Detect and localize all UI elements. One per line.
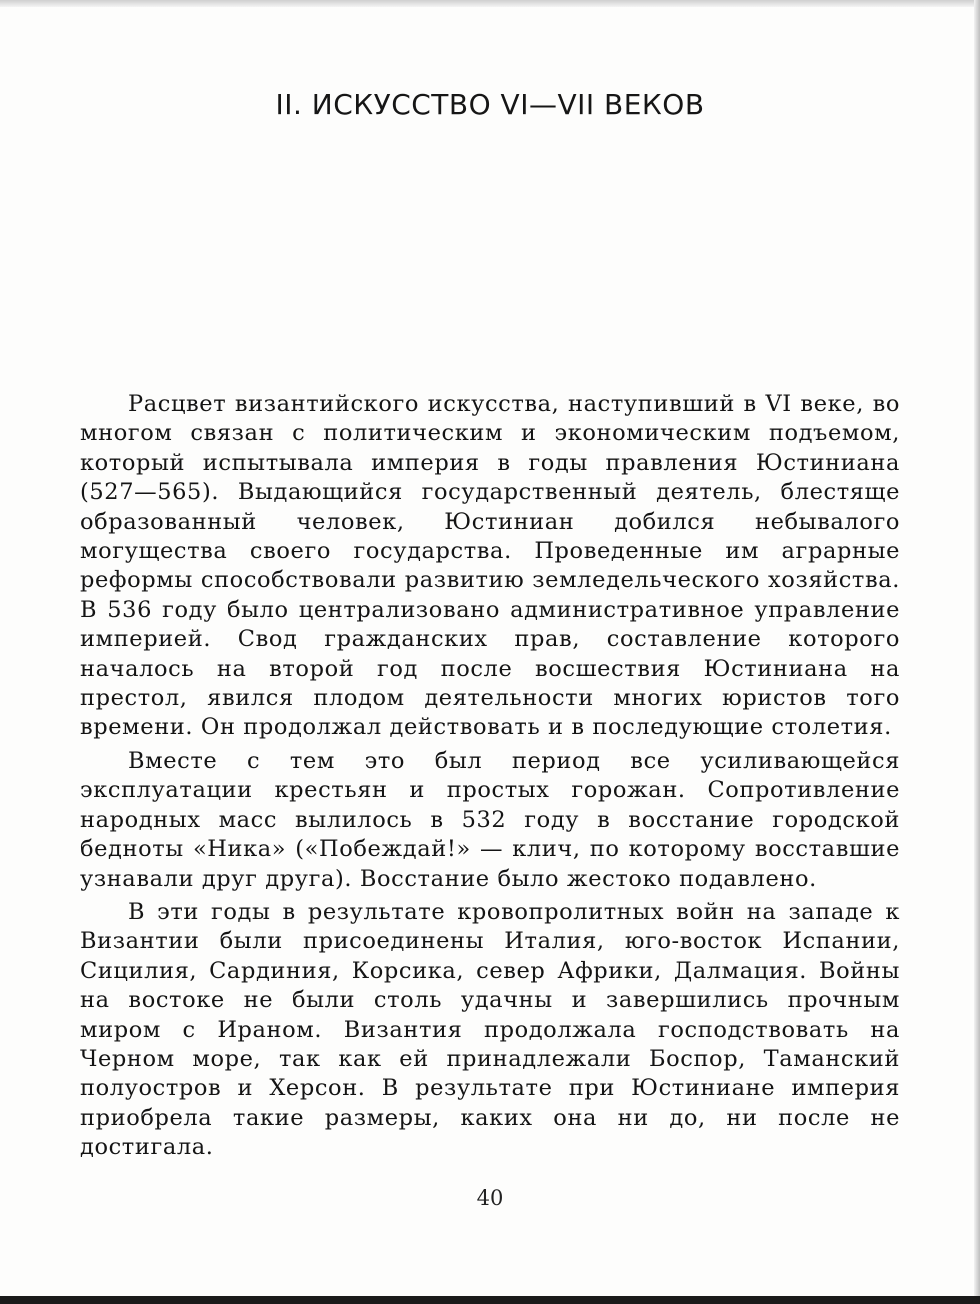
paragraph-2: Вместе с тем это был период все усиливающейся эксплуатации крестьян и простых горожан. Сопротивление народных масс вылилось в 532 году в восстание городской бедноты «Ника» («Побеждай!» — клич, по которому восставшие узнавали друг друга). Восстание было жестоко подавлено. <box>80 747 900 892</box>
page-bottom-edge <box>0 1296 980 1304</box>
body-text <box>80 390 900 1167</box>
paragraph-1: Расцвет византийского искусства, наступивший в VI веке, во многом связан с политическим и экономическим подъемом, который испытывала империя в годы правления Юстиниана (527—565). Выдающийся государственный деятель, блестяще образованный человек, Юстиниан добился небывалого могущества своего государства. Проведенные им аграрные реформы способствовали развитию земледельческого хозяйства. В 536 году было централизовано административное управление империей. Свод гражданских прав, составление которого началось на второй год после восшествия Юстиниана на престол, явился плодом деятельности многих юристов того времени. Он продолжал действовать и в последующие столетия. <box>80 391 900 741</box>
chapter-title: II. ИСКУССТВО VI—VII ВЕКОВ <box>275 88 705 121</box>
page-top-edge <box>0 0 980 7</box>
page-number: 40 <box>476 1186 504 1210</box>
paragraph-3: В эти годы в результате кровопролитных войн на западе к Византии были присоединены Италия, юго-восток Испании, Сицилия, Сардиния, Корсика, север Африки, Далмация. Войны на востоке не были столь удачны и завершились прочным миром с Ираном. Византия продолжала господствовать на Черном море, так как ей принадлежали Боспор, Таманский полуостров и Херсон. В результате при Юстиниане империя приобрела такие размеры, каких она ни до, ни после не достигала. <box>80 898 900 1161</box>
page-right-edge <box>974 0 980 1304</box>
